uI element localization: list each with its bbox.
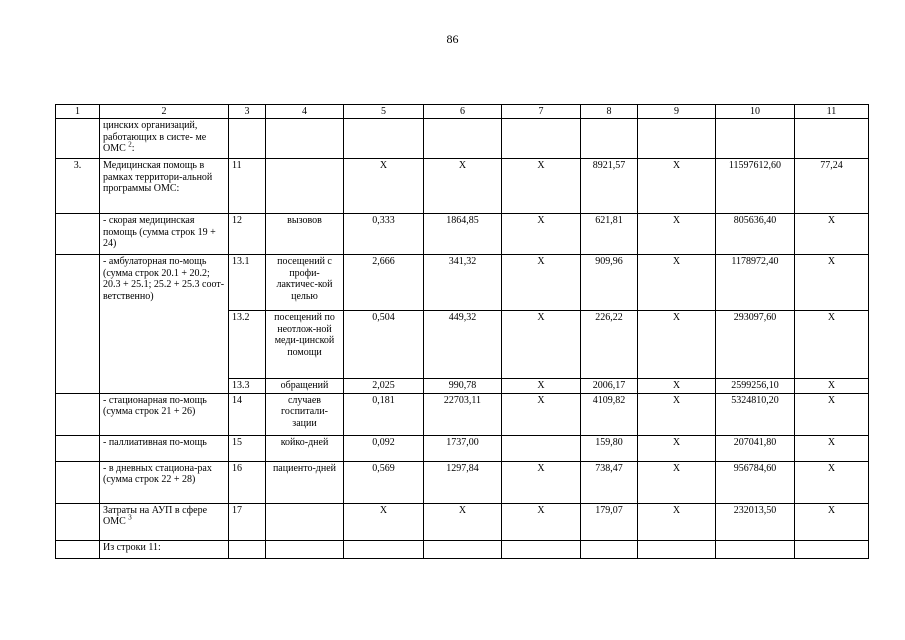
cell-line: 13.2	[229, 311, 266, 379]
cell-name: Медицинская помощь в рамках территори-альной программы ОМС:	[100, 159, 229, 214]
cell-value: 4109,82	[581, 393, 638, 435]
table-row	[56, 159, 869, 214]
cell-num: 3.	[56, 159, 100, 214]
cell-value: Х	[638, 311, 716, 379]
cell-value: Х	[638, 379, 716, 394]
cell-name: - в дневных стациона-рах (сумма строк 22 + 28)	[100, 461, 229, 503]
cell-num	[56, 119, 100, 159]
cell-value: Х	[502, 214, 581, 255]
table-row	[56, 119, 869, 159]
cell-unit	[266, 159, 344, 214]
cell-value: Х	[795, 379, 869, 394]
cell-value: 956784,60	[716, 461, 795, 503]
cell-value: Х	[424, 503, 502, 540]
cell-value	[424, 540, 502, 558]
cell-value: Х	[795, 435, 869, 461]
cell-value: 909,96	[581, 255, 638, 311]
cell-line: 11	[229, 159, 266, 214]
cell-value: 1178972,40	[716, 255, 795, 311]
cell-unit: вызовов	[266, 214, 344, 255]
cell-value: 22703,11	[424, 393, 502, 435]
cell-value: 449,32	[424, 311, 502, 379]
table-row	[56, 393, 869, 435]
cell-value	[581, 119, 638, 159]
cell-line: 16	[229, 461, 266, 503]
cell-value: Х	[795, 255, 869, 311]
cell-unit	[266, 540, 344, 558]
cell-value: Х	[638, 214, 716, 255]
cell-value	[502, 119, 581, 159]
cell-value: Х	[502, 393, 581, 435]
cell-num	[56, 503, 100, 540]
header-cell: 5	[344, 105, 424, 119]
cell-value: Х	[502, 461, 581, 503]
cell-value: 159,80	[581, 435, 638, 461]
cell-line: 17	[229, 503, 266, 540]
cell-value	[581, 540, 638, 558]
cell-unit: посещений с профи-лактичес-кой целью	[266, 255, 344, 311]
cell-value: 0,504	[344, 311, 424, 379]
header-cell: 9	[638, 105, 716, 119]
cell-num	[56, 461, 100, 503]
cell-name: - паллиативная по-мощь	[100, 435, 229, 461]
cell-value: 2,025	[344, 379, 424, 394]
header-cell: 10	[716, 105, 795, 119]
cell-value: 5324810,20	[716, 393, 795, 435]
header-cell: 1	[56, 105, 100, 119]
cell-num	[56, 255, 100, 394]
table-row	[56, 503, 869, 540]
cell-value: 1864,85	[424, 214, 502, 255]
cell-value: Х	[502, 503, 581, 540]
cell-unit	[266, 503, 344, 540]
cell-line	[229, 540, 266, 558]
cell-value: 805636,40	[716, 214, 795, 255]
cell-num	[56, 540, 100, 558]
cell-value	[716, 540, 795, 558]
cell-value: Х	[502, 311, 581, 379]
cell-value: Х	[638, 393, 716, 435]
cell-value: 207041,80	[716, 435, 795, 461]
header-cell: 3	[229, 105, 266, 119]
cell-value: Х	[344, 159, 424, 214]
header-cell: 11	[795, 105, 869, 119]
cell-num	[56, 214, 100, 255]
cell-value: 738,47	[581, 461, 638, 503]
cell-line: 14	[229, 393, 266, 435]
cell-unit: пациенто-дней	[266, 461, 344, 503]
cell-value	[344, 540, 424, 558]
cell-value	[795, 119, 869, 159]
cell-value: Х	[502, 159, 581, 214]
cell-value: 179,07	[581, 503, 638, 540]
cell-value: Х	[795, 214, 869, 255]
table-row	[56, 540, 869, 558]
header-cell: 4	[266, 105, 344, 119]
cell-value: Х	[795, 393, 869, 435]
cell-value: Х	[795, 461, 869, 503]
cell-value: Х	[638, 255, 716, 311]
header-cell: 2	[100, 105, 229, 119]
cell-value: Х	[638, 461, 716, 503]
cell-value: 2,666	[344, 255, 424, 311]
cell-value: 341,32	[424, 255, 502, 311]
table-row	[56, 435, 869, 461]
cell-value: 2599256,10	[716, 379, 795, 394]
data-table	[55, 104, 869, 559]
page-number: 86	[446, 32, 459, 46]
cell-unit: посещений по неотлож-ной меди-цинской помощи	[266, 311, 344, 379]
header-cell: 7	[502, 105, 581, 119]
cell-name: Затраты на АУП в сфере ОМС $^3$	[100, 503, 229, 540]
cell-num	[56, 435, 100, 461]
cell-value: 2006,17	[581, 379, 638, 394]
cell-value	[344, 119, 424, 159]
cell-name: цинских организаций, работающих в систе- ме ОМС $^2$:	[100, 119, 229, 159]
cell-value	[638, 540, 716, 558]
table-row	[56, 461, 869, 503]
cell-unit: койко-дней	[266, 435, 344, 461]
cell-value: 0,092	[344, 435, 424, 461]
cell-value: Х	[638, 159, 716, 214]
cell-unit	[266, 119, 344, 159]
table-row	[56, 255, 869, 311]
cell-value	[424, 119, 502, 159]
cell-value: 226,22	[581, 311, 638, 379]
cell-value: 1297,84	[424, 461, 502, 503]
cell-value: 11597612,60	[716, 159, 795, 214]
cell-value	[502, 435, 581, 461]
cell-value: Х	[502, 255, 581, 311]
cell-value: 621,81	[581, 214, 638, 255]
cell-value: 990,78	[424, 379, 502, 394]
cell-value: 293097,60	[716, 311, 795, 379]
cell-line: 13.3	[229, 379, 266, 394]
cell-value	[795, 540, 869, 558]
cell-name: - скорая медицинская помощь (сумма строк 19 + 24)	[100, 214, 229, 255]
cell-value	[716, 119, 795, 159]
cell-value: 0,333	[344, 214, 424, 255]
cell-value: Х	[344, 503, 424, 540]
cell-line: 12	[229, 214, 266, 255]
cell-value: Х	[638, 435, 716, 461]
cell-name: - стационарная по-мощь (сумма строк 21 + 26)	[100, 393, 229, 435]
header-row	[56, 105, 869, 119]
cell-num	[56, 393, 100, 435]
cell-value: 77,24	[795, 159, 869, 214]
header-cell: 8	[581, 105, 638, 119]
header-cell: 6	[424, 105, 502, 119]
cell-value: Х	[502, 379, 581, 394]
cell-value: 232013,50	[716, 503, 795, 540]
cell-value: Х	[424, 159, 502, 214]
cell-unit: случаев госпитали-зации	[266, 393, 344, 435]
cell-value: Х	[795, 311, 869, 379]
cell-unit: обращений	[266, 379, 344, 394]
cell-value	[502, 540, 581, 558]
cell-name: Из строки 11:	[100, 540, 229, 558]
cell-value: 0,181	[344, 393, 424, 435]
cell-line: 15	[229, 435, 266, 461]
cell-value: Х	[638, 503, 716, 540]
cell-value	[638, 119, 716, 159]
cell-value: 1737,00	[424, 435, 502, 461]
cell-value: 8921,57	[581, 159, 638, 214]
table-row	[56, 214, 869, 255]
cell-value: 0,569	[344, 461, 424, 503]
cell-line	[229, 119, 266, 159]
cell-value: Х	[795, 503, 869, 540]
cell-line: 13.1	[229, 255, 266, 311]
cell-name: - амбулаторная по-мощь (сумма строк 20.1 + 20.2; 20.3 + 25.1; 25.2 + 25.3 соот-ветственно)	[100, 255, 229, 394]
